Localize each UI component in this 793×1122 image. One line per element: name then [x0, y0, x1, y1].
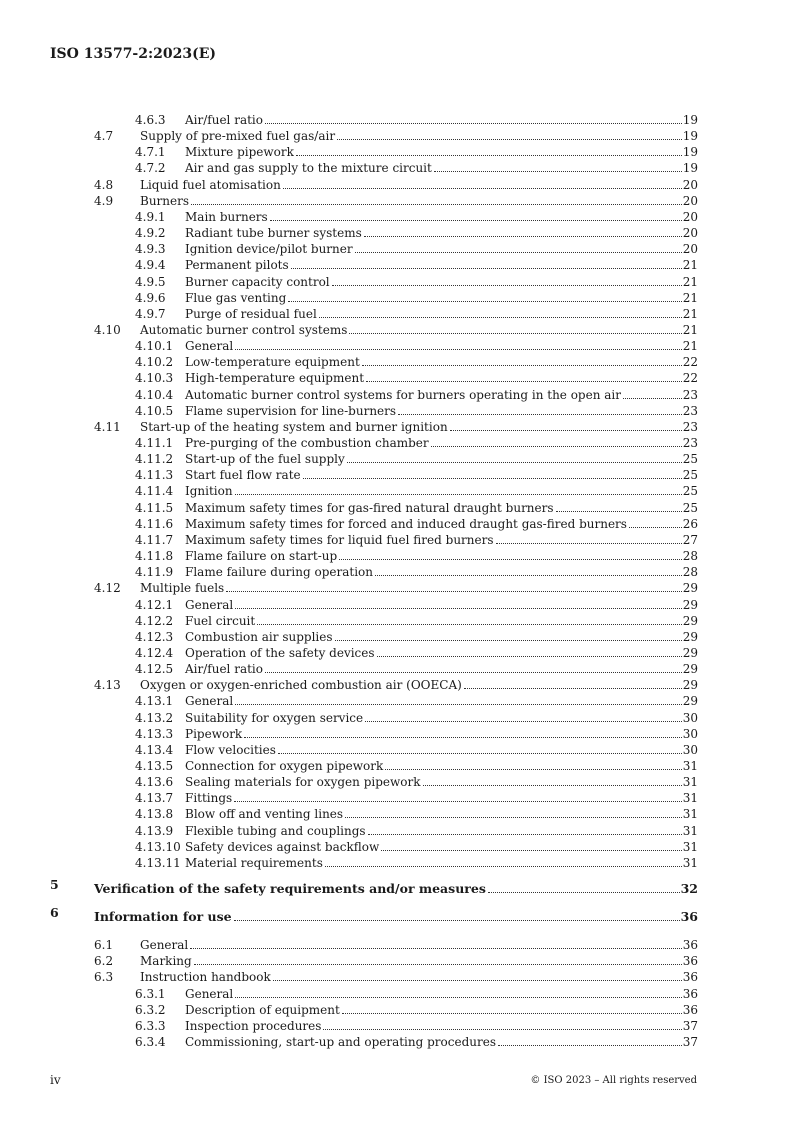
toc-entry[interactable]	[135, 387, 698, 403]
toc-entry-page: 20	[682, 177, 698, 192]
toc-leader-dots	[450, 430, 682, 431]
toc-entry[interactable]	[135, 742, 698, 758]
toc-entry[interactable]	[50, 905, 698, 925]
toc-leader-dots	[323, 1029, 681, 1030]
toc-leader-dots	[629, 527, 682, 528]
toc-leader-dots	[347, 462, 682, 463]
toc-entry-number: 4.7	[94, 129, 114, 144]
toc-entry-title: Mixture pipework	[185, 145, 294, 160]
toc-entry[interactable]	[135, 403, 698, 419]
toc-entry-number: 4.9.5	[135, 274, 166, 289]
toc-entry-title: Pipework	[185, 726, 243, 741]
toc-entry-number: 4.11.4	[135, 484, 174, 499]
toc-entry-page: 21	[682, 339, 698, 354]
toc-entry-title: Inspection procedures	[185, 1018, 322, 1033]
toc-entry-title: Main burners	[185, 209, 268, 224]
toc-entry[interactable]	[135, 613, 698, 629]
toc-entry-title: Description of equipment	[185, 1002, 340, 1017]
toc-entry-page: 19	[682, 161, 698, 176]
toc-entry-number: 4.9.7	[135, 306, 166, 321]
toc-entry[interactable]	[135, 790, 698, 806]
toc-entry-page: 31	[682, 839, 698, 854]
toc-entry[interactable]	[135, 370, 698, 386]
toc-entry-number: 5	[50, 877, 59, 893]
toc-entry-title: Purge of residual fuel	[185, 306, 317, 321]
toc-entry-title: Automatic burner control systems for burners operating in the open air	[185, 387, 621, 402]
toc-leader-dots	[296, 155, 682, 156]
toc-entry-number: 4.10.3	[135, 371, 174, 386]
toc-leader-dots	[226, 591, 682, 592]
toc-entry-title: Oxygen or oxygen-enriched combustion air (OOECA)	[140, 678, 462, 693]
toc-leader-dots	[244, 737, 682, 738]
toc-entry[interactable]	[135, 823, 698, 839]
toc-entry-page: 20	[682, 209, 698, 224]
toc-leader-dots	[385, 769, 681, 770]
toc-entry-number: 4.12.5	[135, 662, 174, 677]
toc-entry-title: Flame failure on start-up	[185, 549, 338, 564]
toc-entry-number: 4.10.5	[135, 403, 174, 418]
toc-entry-title: Ignition device/pilot burner	[185, 242, 353, 257]
toc-entry-title: Instruction handbook	[140, 970, 271, 985]
toc-entry-title: General	[185, 986, 234, 1001]
toc-entry[interactable]	[94, 953, 698, 969]
toc-entry-page: 31	[682, 759, 698, 773]
toc-leader-dots	[556, 511, 682, 512]
toc-entry[interactable]	[135, 693, 698, 709]
toc-entry-page: 20	[682, 242, 698, 257]
toc-entry-number: 4.13.2	[135, 710, 174, 725]
toc-entry-number: 4.11.6	[135, 516, 174, 531]
toc-entry-title: Start fuel flow rate	[185, 468, 301, 483]
toc-entry-number: 4.11.2	[135, 452, 174, 467]
toc-entry-page: 29	[682, 581, 698, 596]
toc-entry-title: Maximum safety times for forced and induced draught gas-fired burners	[185, 516, 627, 531]
toc-entry-number: 4.13.11	[135, 855, 181, 870]
toc-entry-number: 4.9.6	[135, 290, 166, 305]
toc-entry-number: 4.13.5	[135, 759, 174, 773]
toc-entry-title: Verification of the safety requirements and/or measures	[94, 881, 486, 897]
toc-entry-title: Permanent pilots	[185, 258, 289, 273]
toc-entry-page: 31	[682, 775, 698, 790]
toc-entry-page: 21	[682, 290, 698, 305]
toc-entry-page: 25	[682, 500, 698, 515]
toc-leader-dots	[235, 494, 682, 495]
toc-entry[interactable]	[94, 322, 698, 338]
toc-entry-title: General	[185, 694, 234, 709]
toc-entry-number: 4.13.8	[135, 807, 174, 822]
toc-entry-title: Automatic burner control systems	[140, 322, 348, 337]
toc-leader-dots	[235, 349, 681, 350]
toc-entry-title: Maximum safety times for gas-fired natural draught burners	[185, 500, 554, 515]
toc-entry[interactable]	[135, 806, 698, 822]
toc-leader-dots	[325, 866, 682, 867]
toc-entry[interactable]	[135, 160, 698, 176]
toc-entry[interactable]	[135, 354, 698, 370]
toc-entry-page: 23	[682, 436, 698, 450]
toc-entry-page: 25	[682, 452, 698, 467]
toc-leader-dots	[488, 892, 680, 893]
toc-entry-number: 6.3.4	[135, 1034, 166, 1049]
toc-entry-number: 4.12.1	[135, 597, 174, 612]
toc-leader-dots	[398, 414, 682, 415]
document-header: ISO 13577-2:2023(E)	[50, 46, 217, 62]
toc-entry-page: 36	[682, 1002, 698, 1017]
toc-entry-number: 6	[50, 905, 59, 921]
toc-entry-title: Connection for oxygen pipework	[185, 759, 384, 773]
toc-leader-dots	[194, 964, 682, 965]
toc-entry-number: 4.9.1	[135, 209, 166, 224]
toc-entry-title: Maximum safety times for liquid fuel fired burners	[185, 532, 494, 547]
toc-leader-dots	[349, 333, 681, 334]
toc-entry[interactable]	[135, 338, 698, 354]
toc-entry-page: 25	[682, 468, 698, 483]
toc-leader-dots	[339, 559, 682, 560]
toc-entry[interactable]	[94, 177, 698, 193]
toc-leader-dots	[342, 1013, 682, 1014]
toc-entry-number: 4.7.2	[135, 161, 166, 176]
toc-entry-page: 30	[682, 726, 698, 741]
toc-entry-number: 4.9.2	[135, 226, 166, 241]
toc-entry-title: Supply of pre-mixed fuel gas/air	[140, 129, 336, 144]
toc-entry-number: 4.11.8	[135, 549, 174, 564]
toc-entry-title: Material requirements	[185, 855, 323, 870]
toc-entry-number: 4.13.10	[135, 839, 181, 854]
toc-entry-number: 4.11.3	[135, 468, 174, 483]
toc-entry-number: 4.7.1	[135, 145, 166, 160]
toc-entry-title: Flame failure during operation	[185, 565, 373, 580]
toc-entry-title: Flow velocities	[185, 742, 276, 757]
toc-leader-dots	[235, 608, 681, 609]
toc-entry[interactable]	[94, 677, 698, 693]
toc-leader-dots	[273, 980, 682, 981]
toc-entry-page: 36	[682, 986, 698, 1001]
toc-entry-number: 6.3	[94, 970, 114, 985]
toc-entry[interactable]	[135, 483, 698, 499]
toc-entry[interactable]	[135, 144, 698, 160]
toc-entry[interactable]	[135, 532, 698, 548]
toc-entry-title: Commissioning, start-up and operating procedures	[185, 1034, 496, 1049]
toc-leader-dots	[365, 721, 682, 722]
toc-entry[interactable]	[94, 419, 698, 435]
toc-entry-title: Air/fuel ratio	[185, 113, 263, 127]
toc-leader-dots	[366, 381, 682, 382]
toc-entry-title: Pre-purging of the combustion chamber	[185, 436, 429, 450]
toc-entry-number: 4.11	[94, 419, 121, 434]
toc-entry-page: 36	[682, 938, 698, 953]
toc-entry[interactable]	[135, 500, 698, 516]
toc-entry[interactable]	[135, 435, 698, 451]
toc-entry-number: 4.10.2	[135, 355, 174, 370]
toc-entry-title: Operation of the safety devices	[185, 645, 375, 660]
toc-entry-title: General	[140, 938, 189, 953]
toc-entry[interactable]	[135, 774, 698, 790]
toc-entry-page: 37	[682, 1018, 698, 1033]
toc-entry[interactable]	[50, 877, 698, 897]
toc-entry-number: 6.3.3	[135, 1018, 166, 1033]
toc-entry-number: 6.3.1	[135, 986, 166, 1001]
toc-entry-title: Information for use	[94, 909, 232, 925]
toc-entry-number: 6.2	[94, 954, 114, 969]
toc-entry-page: 22	[682, 355, 698, 370]
toc-entry-number: 6.1	[94, 938, 114, 953]
toc-entry-number: 4.9.3	[135, 242, 166, 257]
toc-entry-number: 4.13	[94, 678, 121, 693]
toc-leader-dots	[257, 624, 682, 625]
toc-leader-dots	[283, 188, 682, 189]
toc-entry-number: 4.10	[94, 322, 121, 337]
toc-leader-dots	[288, 301, 681, 302]
toc-leader-dots	[377, 656, 682, 657]
toc-entry-title: Radiant tube burner systems	[185, 226, 362, 241]
toc-entry[interactable]	[135, 1002, 698, 1018]
toc-leader-dots	[431, 446, 682, 447]
toc-entry[interactable]	[135, 597, 698, 613]
toc-entry[interactable]	[135, 290, 698, 306]
toc-entry-number: 4.9	[94, 193, 114, 208]
toc-entry-title: Liquid fuel atomisation	[140, 177, 281, 192]
toc-entry-title: Flexible tubing and couplings	[185, 823, 366, 838]
toc-entry-page: 26	[682, 516, 698, 531]
copyright-notice: © ISO 2023 – All rights reserved	[530, 1075, 697, 1086]
toc-entry-title: Burner capacity control	[185, 274, 330, 289]
toc-entry[interactable]	[135, 225, 698, 241]
toc-entry[interactable]	[135, 758, 698, 774]
toc-entry-title: Low-temperature equipment	[185, 355, 360, 370]
toc-entry-page: 28	[682, 549, 698, 564]
toc-leader-dots	[498, 1045, 682, 1046]
toc-entry-number: 4.11.1	[135, 436, 174, 450]
toc-entry[interactable]	[135, 1018, 698, 1034]
toc-leader-dots	[303, 478, 682, 479]
toc-leader-dots	[434, 171, 682, 172]
toc-entry[interactable]	[135, 274, 698, 290]
toc-entry[interactable]	[135, 710, 698, 726]
toc-leader-dots	[234, 920, 680, 921]
toc-entry-title: Suitability for oxygen service	[185, 710, 364, 725]
toc-entry[interactable]	[135, 548, 698, 564]
toc-entry[interactable]	[135, 257, 698, 273]
toc-leader-dots	[235, 997, 681, 998]
toc-entry-number: 4.13.3	[135, 726, 174, 741]
toc-entry[interactable]	[135, 241, 698, 257]
toc-entry-title: Burners	[140, 193, 190, 208]
toc-entry-page: 20	[682, 226, 698, 241]
toc-entry-page: 19	[682, 113, 698, 127]
toc-entry[interactable]	[135, 467, 698, 483]
toc-leader-dots	[368, 834, 682, 835]
toc-entry-page: 21	[682, 322, 698, 337]
toc-entry-page: 23	[682, 387, 698, 402]
toc-entry-number: 4.12.4	[135, 645, 174, 660]
toc-entry-page: 21	[682, 306, 698, 321]
toc-entry-number: 4.9.4	[135, 258, 166, 273]
toc-leader-dots	[337, 139, 682, 140]
toc-entry-number: 4.11.9	[135, 565, 174, 580]
toc-entry-page: 31	[682, 791, 698, 806]
toc-entry-title: Flame supervision for line-burners	[185, 403, 397, 418]
toc-entry-page: 20	[682, 193, 698, 208]
toc-entry-title: Combustion air supplies	[185, 629, 333, 644]
toc-entry-page: 23	[682, 403, 698, 418]
toc-entry[interactable]	[135, 661, 698, 677]
toc-entry-title: Safety devices against backflow	[185, 839, 380, 854]
toc-entry-page: 32	[680, 881, 698, 897]
toc-entry-page: 37	[682, 1034, 698, 1049]
toc-entry-number: 4.11.5	[135, 500, 174, 515]
toc-entry-number: 4.13.4	[135, 742, 174, 757]
toc-entry-title: General	[185, 339, 234, 354]
toc-leader-dots	[265, 123, 682, 124]
toc-entry[interactable]	[135, 1034, 698, 1050]
toc-entry-number: 4.10.4	[135, 387, 174, 402]
toc-entry-page: 29	[682, 613, 698, 628]
toc-entry-page: 21	[682, 258, 698, 273]
toc-entry[interactable]	[94, 937, 698, 953]
toc-leader-dots	[278, 753, 682, 754]
toc-entry[interactable]	[135, 629, 698, 645]
toc-entry-number: 4.8	[94, 177, 114, 192]
toc-entry-number: 4.13.7	[135, 791, 174, 806]
toc-entry[interactable]	[135, 112, 698, 128]
toc-leader-dots	[496, 543, 682, 544]
toc-leader-dots	[190, 948, 681, 949]
toc-leader-dots	[375, 575, 682, 576]
toc-entry-title: General	[185, 597, 234, 612]
toc-leader-dots	[270, 220, 682, 221]
toc-entry[interactable]	[94, 969, 698, 985]
toc-entry-title: Sealing materials for oxygen pipework	[185, 775, 421, 790]
toc-entry[interactable]	[135, 306, 698, 322]
toc-entry-page: 25	[682, 484, 698, 499]
toc-leader-dots	[423, 785, 682, 786]
toc-entry-number: 4.6.3	[135, 113, 166, 127]
toc-leader-dots	[291, 268, 682, 269]
toc-entry-page: 19	[682, 145, 698, 160]
toc-entry-number: 4.13.6	[135, 775, 174, 790]
toc-entry-number: 4.12.3	[135, 629, 174, 644]
toc-entry[interactable]	[135, 564, 698, 580]
toc-entry-page: 27	[682, 532, 698, 547]
toc-leader-dots	[265, 672, 682, 673]
toc-entry-number: 4.13.9	[135, 823, 174, 838]
toc-entry-page: 29	[682, 694, 698, 709]
toc-leader-dots	[345, 817, 682, 818]
toc-entry-number: 4.10.1	[135, 339, 174, 354]
toc-leader-dots	[364, 236, 682, 237]
toc-leader-dots	[235, 704, 681, 705]
toc-entry-title: Start-up of the fuel supply	[185, 452, 345, 467]
toc-entry-page: 31	[682, 823, 698, 838]
toc-entry-title: Fittings	[185, 791, 233, 806]
toc-entry-page: 31	[682, 807, 698, 822]
toc-entry[interactable]	[135, 516, 698, 532]
toc-entry-page: 29	[682, 662, 698, 677]
toc-entry-title: Start-up of the heating system and burner ignition	[140, 419, 448, 434]
toc-entry[interactable]	[135, 986, 698, 1002]
toc-entry-page: 36	[682, 954, 698, 969]
toc-entry[interactable]	[135, 839, 698, 855]
toc-entry-page: 29	[682, 678, 698, 693]
toc-entry-page: 36	[680, 909, 698, 925]
toc-entry-number: 4.12	[94, 581, 121, 596]
toc-entry-title: Fuel circuit	[185, 613, 256, 628]
toc-leader-dots	[191, 204, 682, 205]
toc-entry-number: 6.3.2	[135, 1002, 166, 1017]
toc-entry-number: 4.13.1	[135, 694, 174, 709]
toc-entry-page: 28	[682, 565, 698, 580]
toc-entry-title: Blow off and venting lines	[185, 807, 344, 822]
toc-entry[interactable]	[135, 451, 698, 467]
toc-entry[interactable]	[94, 128, 698, 144]
toc-leader-dots	[234, 801, 682, 802]
toc-leader-dots	[623, 398, 682, 399]
toc-entry-number: 4.11.7	[135, 532, 174, 547]
page-number: iv	[50, 1073, 61, 1087]
toc-entry-page: 22	[682, 371, 698, 386]
toc-entry-page: 36	[682, 970, 698, 985]
toc-leader-dots	[319, 317, 682, 318]
toc-entry-title: Air and gas supply to the mixture circuit	[185, 161, 432, 176]
toc-entry-page: 29	[682, 629, 698, 644]
toc-entry-page: 29	[682, 645, 698, 660]
toc-entry-title: Flue gas venting	[185, 290, 287, 305]
toc-entry-page: 30	[682, 742, 698, 757]
toc-entry-page: 21	[682, 274, 698, 289]
toc-entry-page: 31	[682, 855, 698, 870]
toc-entry-title: Multiple fuels	[140, 581, 225, 596]
toc-entry[interactable]	[94, 580, 698, 596]
toc-leader-dots	[464, 688, 682, 689]
toc-leader-dots	[381, 850, 682, 851]
toc-leader-dots	[362, 365, 682, 366]
toc-entry-page: 23	[682, 419, 698, 434]
toc-entry-page: 30	[682, 710, 698, 725]
toc-entry[interactable]	[135, 209, 698, 225]
toc-entry[interactable]	[135, 855, 698, 871]
toc-entry[interactable]	[135, 726, 698, 742]
toc-entry-page: 29	[682, 597, 698, 612]
toc-entry-title: Air/fuel ratio	[185, 662, 263, 677]
toc-leader-dots	[355, 252, 682, 253]
toc-entry-title: High-temperature equipment	[185, 371, 365, 386]
toc-leader-dots	[332, 285, 682, 286]
toc-entry[interactable]	[94, 193, 698, 209]
toc-entry-number: 4.12.2	[135, 613, 174, 628]
toc-leader-dots	[335, 640, 682, 641]
toc-entry-page: 19	[682, 129, 698, 144]
toc-entry-title: Ignition	[185, 484, 233, 499]
toc-entry[interactable]	[135, 645, 698, 661]
toc-entry-title: Marking	[140, 954, 192, 969]
